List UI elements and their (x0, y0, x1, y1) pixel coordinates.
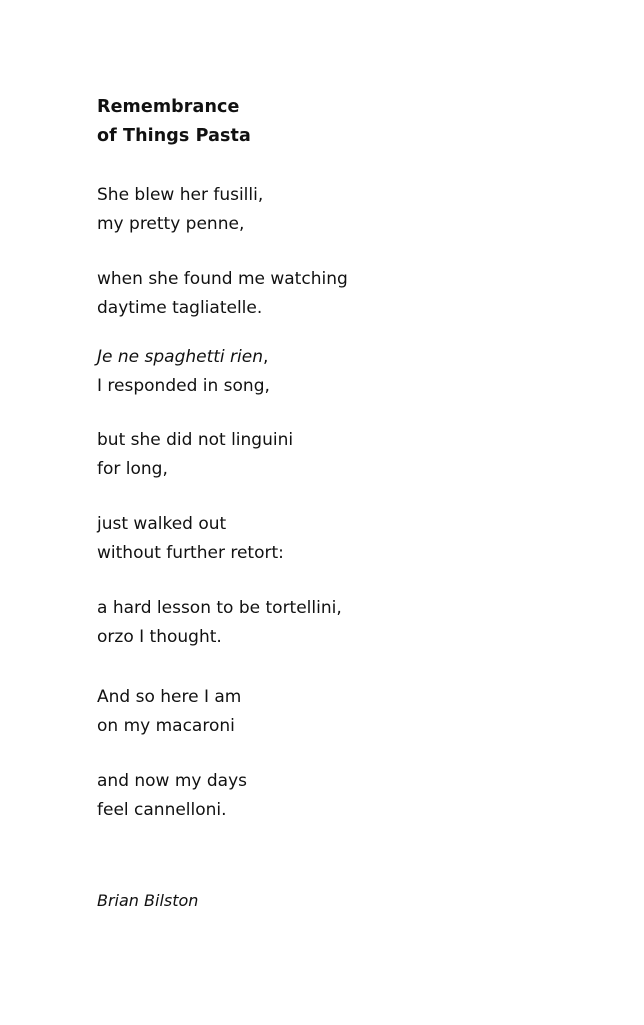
stanza-5 (97, 510, 284, 568)
stanza-4-line-2: for long, (97, 459, 168, 479)
poem-author: Brian Bilston (97, 891, 199, 910)
stanza-3-italic-phrase: Je ne spaghetti rien (97, 347, 264, 367)
title-line-1: Remembrance (97, 97, 240, 117)
stanza-1-line-1: She blew her fusilli, (97, 185, 264, 205)
stanza-3 (97, 343, 270, 401)
stanza-2 (97, 265, 348, 323)
stanza-5-line-1: just walked out (97, 514, 227, 534)
stanza-8 (97, 767, 247, 825)
stanza-1 (97, 181, 263, 239)
stanza-2-line-1: when she found me watching (97, 269, 348, 289)
stanza-7 (97, 683, 241, 741)
title-line-2: of Things Pasta (97, 126, 251, 146)
stanza-3-line-1 (97, 343, 270, 372)
stanza-1-line-2: my pretty penne, (97, 214, 245, 234)
stanza-4-line-1: but she did not linguini (97, 430, 294, 450)
stanza-4 (97, 426, 293, 484)
stanza-6 (97, 594, 342, 652)
stanza-5-line-2: without further retort: (97, 543, 284, 563)
stanza-8-line-2: feel cannelloni. (97, 800, 227, 820)
stanza-6-line-2: orzo I thought. (97, 627, 222, 647)
stanza-7-line-1: And so here I am (97, 687, 242, 707)
stanza-7-line-2: on my macaroni (97, 716, 235, 736)
stanza-3-line-2: I responded in song, (97, 376, 270, 396)
stanza-6-line-1: a hard lesson to be tortellini, (97, 598, 342, 618)
stanza-3-line-1-rest: , (263, 347, 269, 367)
poem-title (97, 93, 251, 151)
stanza-8-line-1: and now my days (97, 771, 248, 791)
stanza-2-line-2: daytime tagliatelle. (97, 298, 263, 318)
